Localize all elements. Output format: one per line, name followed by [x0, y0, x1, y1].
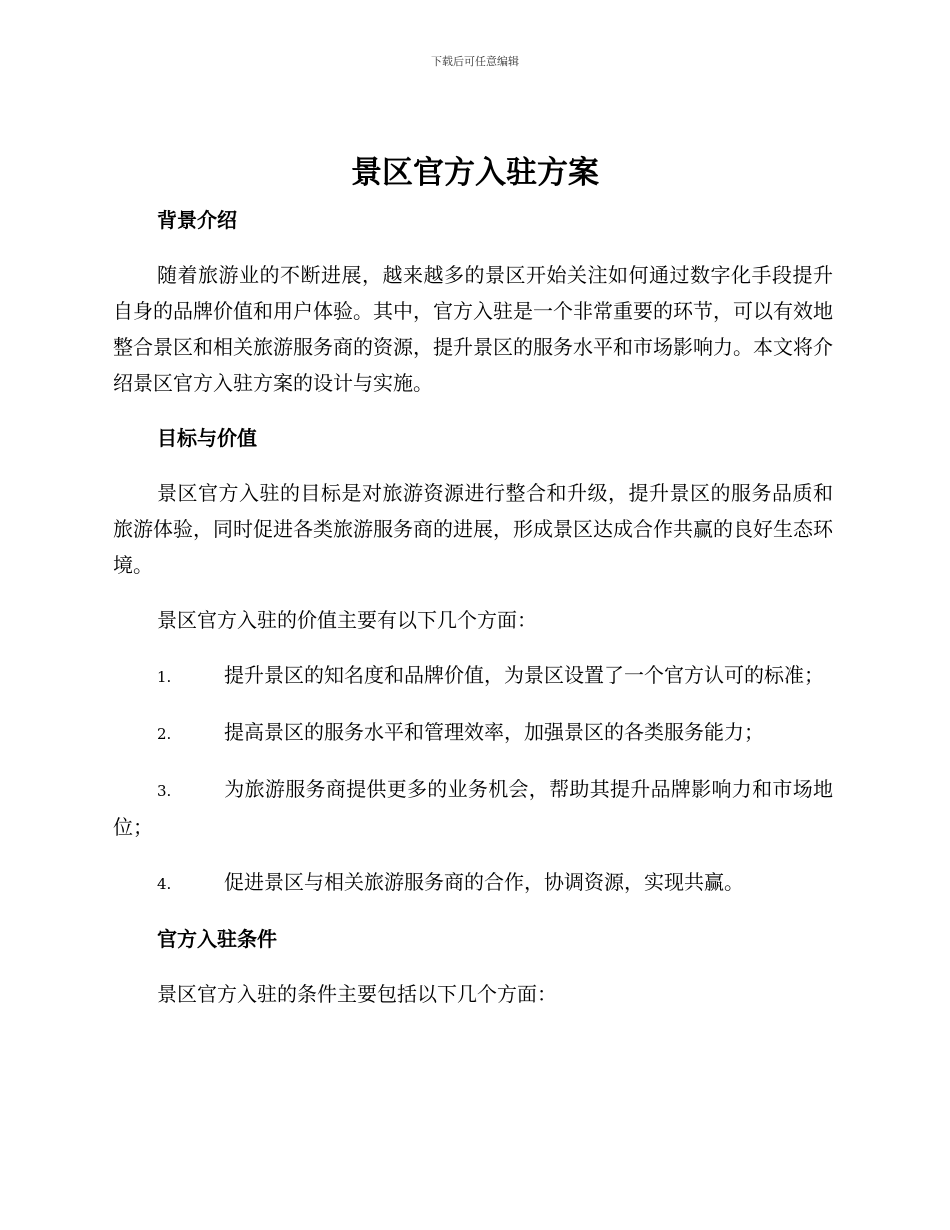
list-item-number: 2. [157, 725, 172, 743]
list-item [113, 714, 833, 752]
section-goals [113, 420, 833, 902]
list-item-number: 1. [157, 668, 172, 686]
header-note: 下载后可任意编辑 [431, 55, 519, 68]
list-item-number: 4. [157, 875, 172, 893]
background-paragraph: 随着旅游业的不断进展，越来越多的景区开始关注如何通过数字化手段提升自身的品牌价值和用户体验。其中，官方入驻是一个非常重要的环节，可以有效地整合景区和相关旅游服务商的资源，提升景区的服务水平和市场影响力。本文将介绍景区官方入驻方案的设计与实施。 [113, 263, 833, 395]
list-item [113, 771, 833, 845]
list-item-text: 为旅游服务商提供更多的业务机会，帮助其提升品牌影响力和市场地位； [113, 777, 833, 839]
section-background [113, 202, 833, 401]
document-title: 景区官方入驻方案 [351, 155, 599, 191]
list-item-number: 3. [157, 782, 172, 800]
list-item-text: 促进景区与相关旅游服务商的合作，协调资源，实现共赢。 [224, 870, 744, 894]
list-item [113, 657, 833, 695]
document-body [113, 202, 833, 1012]
values-intro-paragraph: 景区官方入驻的价值主要有以下几个方面： [157, 608, 537, 632]
section-conditions [113, 921, 833, 1012]
section-heading-conditions: 官方入驻条件 [157, 927, 277, 951]
list-item [113, 864, 833, 902]
section-heading-background: 背景介绍 [157, 208, 237, 232]
list-item-text: 提升景区的知名度和品牌价值，为景区设置了一个官方认可的标准； [224, 663, 824, 687]
conditions-paragraph: 景区官方入驻的条件主要包括以下几个方面： [157, 982, 557, 1006]
goals-paragraph: 景区官方入驻的目标是对旅游资源进行整合和升级，提升景区的服务品质和旅游体验，同时促进各类旅游服务商的进展，形成景区达成合作共赢的良好生态环境。 [113, 481, 833, 577]
list-item-text: 提高景区的服务水平和管理效率，加强景区的各类服务能力； [224, 720, 764, 744]
section-heading-goals: 目标与价值 [157, 426, 257, 450]
